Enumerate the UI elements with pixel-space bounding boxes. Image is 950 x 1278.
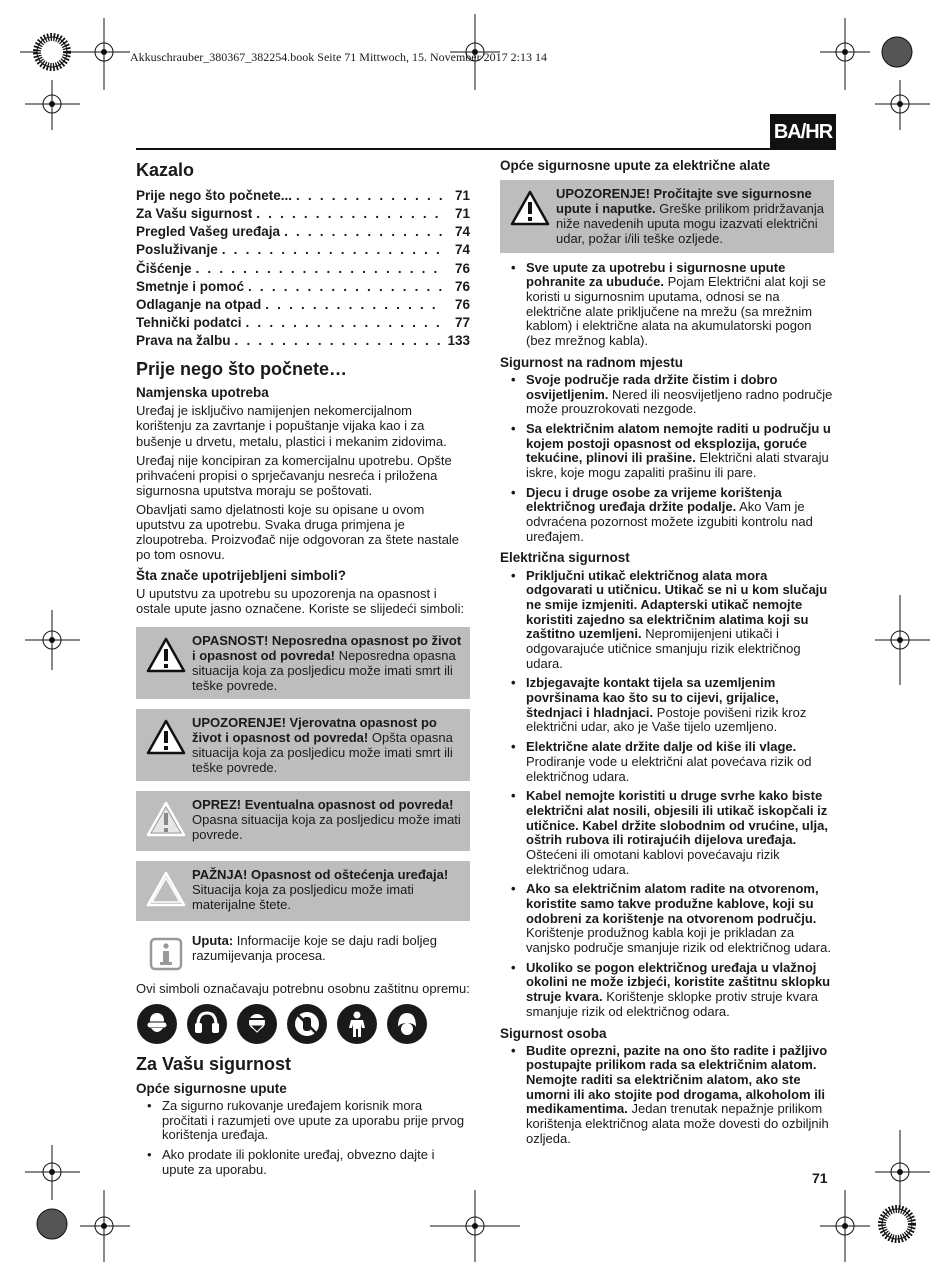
toc-leader-dots	[222, 241, 444, 259]
intro-list	[500, 261, 834, 349]
personal-list	[500, 1044, 834, 1147]
toc-leader-dots	[265, 296, 444, 314]
toc-entry	[136, 223, 470, 241]
list-item	[500, 789, 834, 877]
toc-entry-label: Prava na žalbu	[136, 333, 231, 349]
intended-use-paragraph-3: Obavljati samo djelatnosti koje su opisane u ovom uputstvu za upotrebu. Svaka druga primjena je zloupotreba. Proizvođač nije odgovoran za štete nastale po tom osnovu.	[136, 501, 460, 563]
toc-entry-label: Smetnje i pomoć	[136, 278, 245, 294]
toc-entry	[136, 278, 470, 296]
left-column	[136, 158, 470, 1183]
warning-label: PAŽNJA! Opasnost od oštećenja uređaja!	[192, 867, 449, 883]
attention-triangle-icon	[140, 867, 192, 915]
toc-entry-page: 71	[454, 187, 470, 203]
warning-text: Neposredna opasna situacija koja za posljedicu može imati smrt ili teške povrede.	[192, 647, 456, 693]
warning-text: Opasna situacija koja za posljedicu može imati povrede.	[192, 812, 461, 843]
toc-entry-page: 71	[454, 205, 470, 221]
warning-label: UPOZORENJE! Pročitajte sve sigurnosne upute i naputke.	[556, 186, 812, 217]
toc-leader-dots	[284, 223, 444, 241]
note-box	[136, 929, 470, 975]
workplace-list	[500, 373, 834, 545]
workplace-heading: Sigurnost na radnom mjestu	[500, 354, 684, 370]
warning-boxes	[136, 627, 470, 922]
list-item-bold: Električne alate držite dalje od kiše ili vlage.	[526, 739, 797, 755]
toc-entry-label: Prije nego što počnete...	[136, 187, 293, 203]
toc-leader-dots	[296, 187, 444, 205]
toc-entry	[136, 187, 470, 205]
list-item-bold: Kabel nemojte koristiti u druge svrhe kako biste električni alat nosili, objesili ili utikač iskopčali iz utičnice. Kabel držite slobodnim od vrućine, ulja, oštrih rubova ili rotirajućih dijelova uređaja.	[526, 788, 828, 848]
section-title-safety: Za Vašu sigurnost	[136, 1054, 292, 1075]
warning-triangle-icon	[140, 715, 192, 775]
list-item	[500, 569, 834, 672]
warning-label: OPASNOST! Neposredna opasnost po život i opasnost od povreda!	[192, 632, 462, 663]
protective-clothing-icon	[337, 1004, 377, 1044]
list-item	[500, 1044, 834, 1147]
info-icon	[140, 933, 192, 971]
toc-entry-page: 74	[454, 224, 470, 240]
section-title-before: Prije nego što počnete…	[136, 358, 348, 379]
warning-label: UPOZORENJE! Vjerovatna opasnost po život i opasnost od povreda!	[192, 714, 437, 745]
note-label: Uputa:	[192, 933, 234, 949]
toc-entry	[136, 314, 470, 332]
dust-mask-icon	[237, 1004, 277, 1044]
toc-entry-label: Tehnički podatci	[136, 315, 242, 331]
toc-entry-page: 76	[454, 296, 470, 312]
toc-entry-label: Za Vašu sigurnost	[136, 205, 253, 221]
warning-text: Opšta opasna situacija koja za posljedicu može imati smrt ili teške povrede.	[192, 729, 453, 776]
warning-box	[136, 709, 470, 781]
symbols-heading: Šta znače upotrijebljeni simboli?	[136, 568, 347, 584]
toc-entry	[136, 296, 470, 314]
print-slug: Akkuschrauber_380367_382254.book Seite 71 Mittwoch, 15. November 2017 2:13 14	[130, 50, 547, 64]
list-item	[500, 373, 834, 417]
list-item	[500, 261, 834, 349]
list-item-text: Postoje povišeni rizik kroz električni udar, ako je Vaše tijelo uzemljeno.	[526, 704, 807, 735]
list-item: • Ako prodate ili poklonite uređaj, obvezno dajte i upute za uporabu.	[136, 1148, 470, 1177]
toc-entry-page: 76	[454, 278, 470, 294]
toc-entry-label: Pregled Vašeg uređaja	[136, 224, 281, 240]
intended-use-heading: Namjenska upotreba	[136, 385, 269, 401]
list-item: • Za sigurno rukovanje uređajem korisnik mora pročitati i razumjeti ove upute za uporabu prije prvog korištenja uređaja.	[136, 1099, 470, 1143]
list-item-bold: Izbjegavajte kontakt tijela sa uzemljenim površinama kao što su to cijevi, grijalice, štednjaci i hladnjaci.	[526, 675, 779, 720]
warning-box	[500, 180, 834, 252]
list-item	[500, 961, 834, 1020]
list-item	[500, 486, 834, 545]
list-item-text: Oštećeni ili omotani kablovi povećavaju rizik električnog udara.	[526, 846, 780, 877]
personal-heading: Sigurnost osoba	[500, 1025, 607, 1041]
right-column	[500, 158, 834, 1152]
list-item-text: Nered ili neosvijetljeno radno područje može prouzrokovati nezgode.	[526, 386, 833, 417]
list-item-bold: Sve upute za upotrebu i sigurnosne upute pohranite za ubuduće.	[526, 259, 786, 290]
intended-use-paragraph-2: Uređaj nije koncipiran za komercijalnu upotrebu. Opšte prihvaćeni propisi o sprječavanju nesreća i priložena sigurnosna uputstva moraju se poštovati.	[136, 452, 452, 498]
toc-leader-dots	[256, 205, 444, 223]
general-safety-heading: Opće sigurnosne upute	[136, 1080, 287, 1096]
toc-entry	[136, 205, 470, 223]
warning-text: Situacija koja za posljedicu može imati materijalne štete.	[192, 882, 414, 913]
toc-title: Kazalo	[136, 160, 195, 180]
list-item-text: Jedan trenutak nepažnje prilikom korištenja električnog alata može dovesti do ozbiljnih ozljeda.	[526, 1101, 829, 1146]
electrical-list	[500, 569, 834, 1020]
toc-entry-label: Posluživanje	[136, 242, 218, 258]
table-of-contents	[136, 187, 470, 351]
list-item-text: Ako Vam je odvraćena pozornost možete izgubiti kontrolu nad uređajem.	[526, 499, 813, 544]
warning-box	[136, 627, 470, 699]
list-item-bold: Ukoliko se pogon električnog uređaja u vlažnoj okolini ne može izbjeći, koristite zaštitnu sklopku struje kvara.	[526, 959, 831, 1005]
toc-entry-label: Čišćenje	[136, 260, 192, 276]
toc-entry-page: 133	[447, 333, 470, 349]
list-item-bold: Svoje područje rada držite čistim i dobro osvijetljenim.	[526, 371, 778, 402]
list-item	[500, 882, 834, 955]
toc-leader-dots	[248, 278, 444, 296]
note-text: Informacije koje se daju radi boljeg razumijevanja procesa.	[192, 933, 437, 964]
power-tool-safety-title: Opće sigurnosne upute za električne alate	[500, 158, 771, 173]
toc-entry-label: Odlaganje na otpad	[136, 296, 262, 312]
toc-leader-dots	[246, 314, 444, 332]
ear-protection-icon	[187, 1004, 227, 1044]
list-item-bold: Budite oprezni, pazite na ono što radite i pažljivo postupajte prilikom rada sa električnim alatom. Nemojte raditi sa električnim alatom, ako ste umorni ili ako stojite pod drogama, alkoholom ili medikamentima.	[526, 1042, 828, 1117]
list-item	[500, 740, 834, 784]
warning-box	[136, 861, 470, 921]
ppe-icon-row	[137, 1004, 470, 1044]
caution-triangle-icon	[140, 797, 192, 845]
list-item-bold: Djecu i druge osobe za vrijeme korištenja električnog uređaja držite podalje.	[526, 484, 782, 515]
no-gloves-icon	[287, 1004, 327, 1044]
toc-leader-dots	[196, 260, 444, 278]
list-item-bold: Sa električnim alatom nemojte raditi u području u kojem postoji opasnost od eksplozija, goruće tekućine, plinovi ili prašine.	[526, 420, 831, 466]
warning-triangle-icon	[140, 633, 192, 693]
language-tab: BA/HR	[770, 114, 836, 150]
list-item	[500, 422, 834, 481]
electrical-heading: Električna sigurnost	[500, 550, 630, 566]
list-item-bold: Ako sa električnim alatom radite na otvorenom, koristite samo takve produžne kablove, koji su odobreni za korištenje na otvorenom području.	[526, 881, 819, 926]
toc-entry-page: 76	[454, 260, 470, 276]
toc-entry-page: 77	[454, 315, 470, 331]
list-item-text: Električni alati stvaraju iskre, koje mogu zapaliti prašinu ili pare.	[526, 450, 829, 480]
safety-glasses-icon	[137, 1004, 177, 1044]
list-item-text: Prodiranje vode u električni alat povećava rizik od električnog udara.	[526, 753, 812, 784]
page-number: 71	[812, 1170, 828, 1186]
list-item-text: Pojam Električni alat koji se koristi u sigurnosnim uputama, odnosi se na električne alate priključene na mrežu (sa mrežnim kablom) i električne alata na akumulatorski pogon (bez mrežnog kabla).	[526, 274, 826, 348]
warning-box	[136, 791, 470, 851]
toc-entry	[136, 241, 470, 259]
hair-net-icon	[387, 1004, 427, 1044]
list-item-text: Nepromijenjeni utikači i odgovarajuće utičnice smanjuju rizik električnog udara.	[526, 626, 801, 671]
header-rule	[136, 148, 836, 150]
list-item-bold: Priključni utikač električnog alata mora odgovarati u utičnicu. Utikač se ni u kom slučaju ne smije izmjeniti. Adapterski utikač nemojte koristiti zajedno sa električnim alatima koji su zaštitno uzemljeni.	[526, 567, 828, 642]
list-item-text: Korištenje sklopke protiv struje kvara smanjuje rizik od električnog odara.	[526, 989, 818, 1019]
toc-leader-dots	[235, 332, 444, 350]
intended-use-paragraph-1: Uređaj je isključivo namijenjen nekomercijalnom korištenju za zavrtanje i popuštanje vijaka kao i za bušenje u drvetu, metalu, plastici i mekanim zidovima.	[136, 403, 447, 449]
list-item	[500, 676, 834, 735]
warning-triangle-icon	[504, 186, 556, 246]
warning-label: OPREZ! Eventualna opasnost od povreda!	[192, 797, 454, 813]
toc-entry	[136, 332, 470, 350]
toc-entry	[136, 260, 470, 278]
toc-entry-page: 74	[454, 242, 470, 258]
list-item-text: Korištenje produžnog kabla koji je prikladan za vanjsko područje smanjuje rizik od električnog udara.	[526, 925, 831, 956]
ppe-intro: Ovi simboli označavaju potrebnu osobnu zaštitnu opremu:	[136, 981, 470, 997]
warning-text: Greške prilikom pridržavanja niže navedenih uputa mogu izazvati električni udar, požar i/ili teške ozljede.	[556, 201, 825, 247]
general-safety-list	[136, 1099, 470, 1177]
symbols-intro: U uputstvu za upotrebu su upozorenja na opasnost i ostale upute jasno označene. Koriste se slijedeći simboli:	[136, 586, 465, 617]
